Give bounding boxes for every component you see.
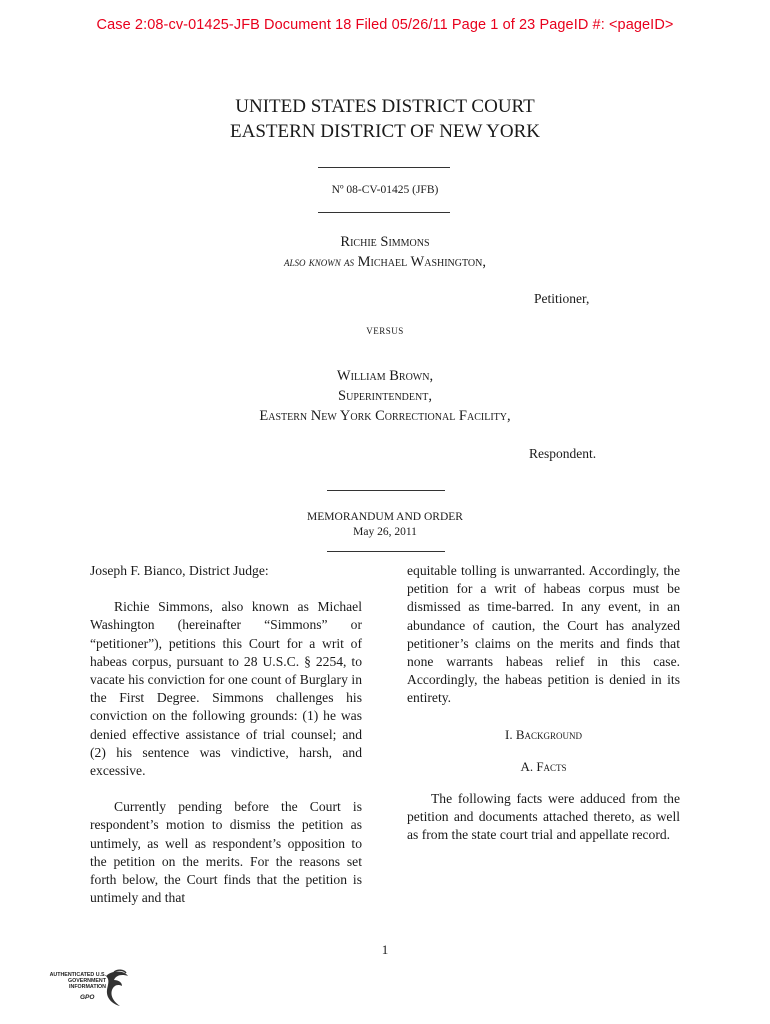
gpo-seal bbox=[44, 968, 134, 1012]
versus-label: VERSUS bbox=[366, 326, 404, 336]
section-heading: I. Background bbox=[504, 726, 582, 742]
court-name: UNITED STATES DISTRICT COURT bbox=[235, 96, 535, 117]
divider bbox=[318, 167, 450, 168]
court-caption bbox=[0, 94, 770, 144]
subsection-heading: A. Facts bbox=[520, 758, 567, 774]
aka-label: also known as bbox=[283, 254, 354, 269]
paragraph: Currently pending before the Court is respondent’s motion to dismiss the petition as untimely, as well as respondent’s opposition to the petition on the merits. For the reasons set forth below, the Court finds that the petition is untimely and that bbox=[90, 799, 362, 906]
respondent-role: Respondent. bbox=[529, 446, 597, 461]
petitioner-aka bbox=[0, 252, 770, 272]
memo-heading bbox=[0, 510, 770, 540]
aka-name: Michael Washington, bbox=[357, 254, 487, 270]
right-column bbox=[407, 562, 680, 845]
divider bbox=[327, 490, 445, 491]
court-district: EASTERN DISTRICT OF NEW YORK bbox=[230, 121, 540, 142]
memo-title: MEMORANDUM AND ORDER bbox=[307, 511, 463, 523]
divider bbox=[327, 551, 445, 552]
paragraph: The following facts were adduced from the petition and documents attached thereto, as well as from the state court trial and appellate record. bbox=[407, 791, 680, 843]
left-column bbox=[90, 562, 362, 907]
page-number: 1 bbox=[381, 942, 389, 957]
petitioner-name: Richie Simmons bbox=[340, 234, 430, 250]
case-number: Nº 08-CV-01425 (JFB) bbox=[331, 184, 439, 196]
petitioner-role: Petitioner, bbox=[534, 291, 590, 306]
respondent-name: William Brown, bbox=[336, 368, 434, 384]
respondent-title: Superintendent, bbox=[338, 388, 432, 404]
memo-date: May 26, 2011 bbox=[353, 526, 417, 538]
respondent-facility: Eastern New York Correctional Facility, bbox=[259, 408, 511, 424]
gpo-mark: GPO bbox=[80, 994, 95, 1001]
respondent-block bbox=[0, 366, 770, 426]
gpo-seal-text: AUTHENTICATED U.S. GOVERNMENT INFORMATION bbox=[49, 972, 106, 990]
petitioner-block bbox=[0, 232, 770, 272]
eagle-icon bbox=[102, 968, 132, 1008]
judge-line: Joseph F. Bianco, District Judge: bbox=[90, 563, 269, 578]
filing-stamp: Case 2:08-cv-01425-JFB Document 18 Filed 05/26/11 Page 1 of 23 PageID #: <pageID> bbox=[96, 17, 674, 33]
paragraph: equitable tolling is unwarranted. Accordingly, the petition for a writ of habeas corpus must be dismissed as time-barred. In any event, in an abundance of caution, the Court has analyzed petitioner’s claims on the merits and finds that none warrants habeas relief in this case. Accordingly, the habeas petition is denied in its entirety. bbox=[407, 563, 680, 706]
divider bbox=[318, 212, 450, 213]
paragraph: Richie Simmons, also known as Michael Washington (hereinafter “Simmons” or “petitioner”), petitions this Court for a writ of habeas corpus, pursuant to 28 U.S.C. § 2254, to vacate his conviction for one count of Burglary in the First Degree. Simmons challenges his conviction on the following grounds: (1) he was denied effective assistance of trial counsel; and (2) his sentence was vindictive, harsh, and excessive. bbox=[90, 599, 362, 779]
